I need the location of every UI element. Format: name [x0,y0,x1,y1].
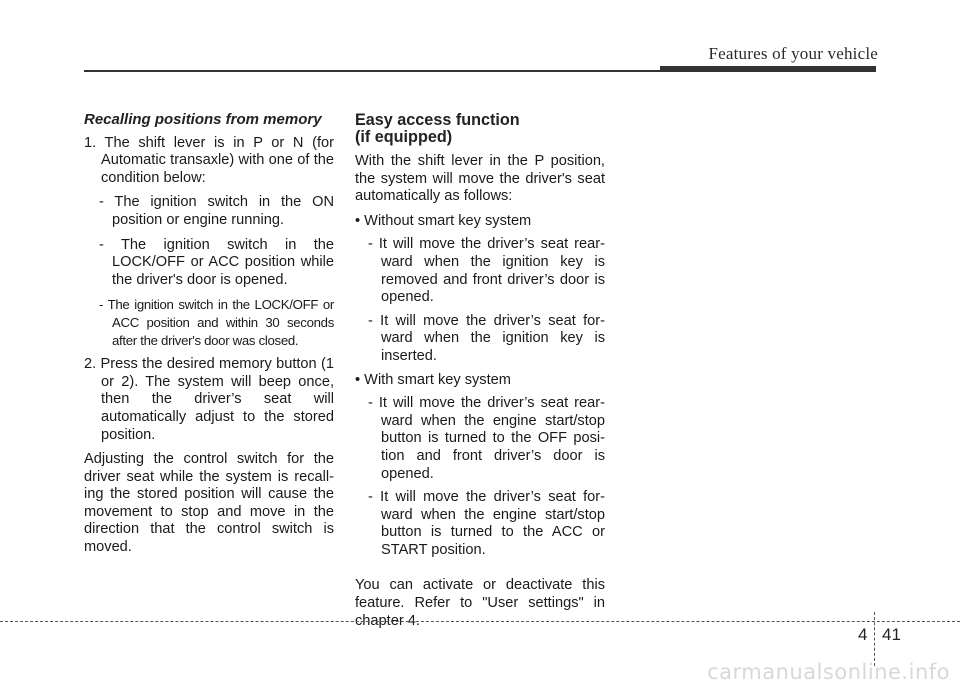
numbered-item-2: 2. Press the desired memory button (1 or 2). The system will beep once, then the driver’s seat will automatically adjust to the stored position. [84,356,334,443]
spacer [355,565,605,577]
footer-divider [874,612,875,666]
footer-page-number: 41 [882,625,901,644]
page-header-title: Features of your vehicle [708,44,878,63]
footer-rule [0,621,960,622]
header-rule-thin [84,70,660,72]
paragraph-adjusting: Adjusting the control switch for the driver seat while the system is recall-ing the stored position will cause the movement to stop and move in the direction that the control switch is moved. [84,451,334,556]
section-heading [355,112,605,146]
dash-item-rearward-key: - It will move the driver’s seat rear-ward when the ignition key is removed and front driver’s door is opened. [368,236,605,306]
dash-item-forward-smart: - It will move the driver’s seat for-ward when the engine start/stop button is turned to the ACC or START position. [368,489,605,558]
section-subheading: Recalling positions from memory [84,111,322,128]
section-heading-line-1: Easy access function [355,111,520,129]
watermark-text: carmanualsonline.info [707,660,950,684]
dash-item-door-closed: - The ignition switch in the LOCK/OFF or ACC position and within 30 seconds after the driver's door was closed. [99,297,334,348]
intro-paragraph: With the shift lever in the P position, the system will move the driver's seat automatically as follows: [355,153,605,205]
dash-item-forward-key: - It will move the driver’s seat for-ward when the ignition key is inserted. [368,312,605,364]
dash-item-on-position: - The ignition switch in the ON position or engine running. [99,194,334,228]
dash-item-rearward-smart: - It will move the driver’s seat rear-ward when the engine start/stop button is turned to the OFF posi-tion and front driver’s door is opened. [368,395,605,482]
left-column [84,108,334,564]
right-column [355,108,605,637]
footer-chapter-number: 4 [858,625,868,644]
bullet-with-smart-key: • With smart key system [355,371,511,388]
header-rule-thick [660,66,876,72]
bullet-without-smart-key: • Without smart key system [355,212,532,229]
numbered-item-1: 1. The shift lever is in P or N (for Automatic transaxle) with one of the condition below: [84,134,334,186]
closing-paragraph: You can activate or deactivate this feature. Refer to "User settings" in chapter 4. [355,577,605,629]
section-heading-line-2: (if equipped) [355,128,453,146]
dash-item-door-opened: - The ignition switch in the LOCK/OFF or ACC position while the driver's door is opened. [99,236,334,288]
